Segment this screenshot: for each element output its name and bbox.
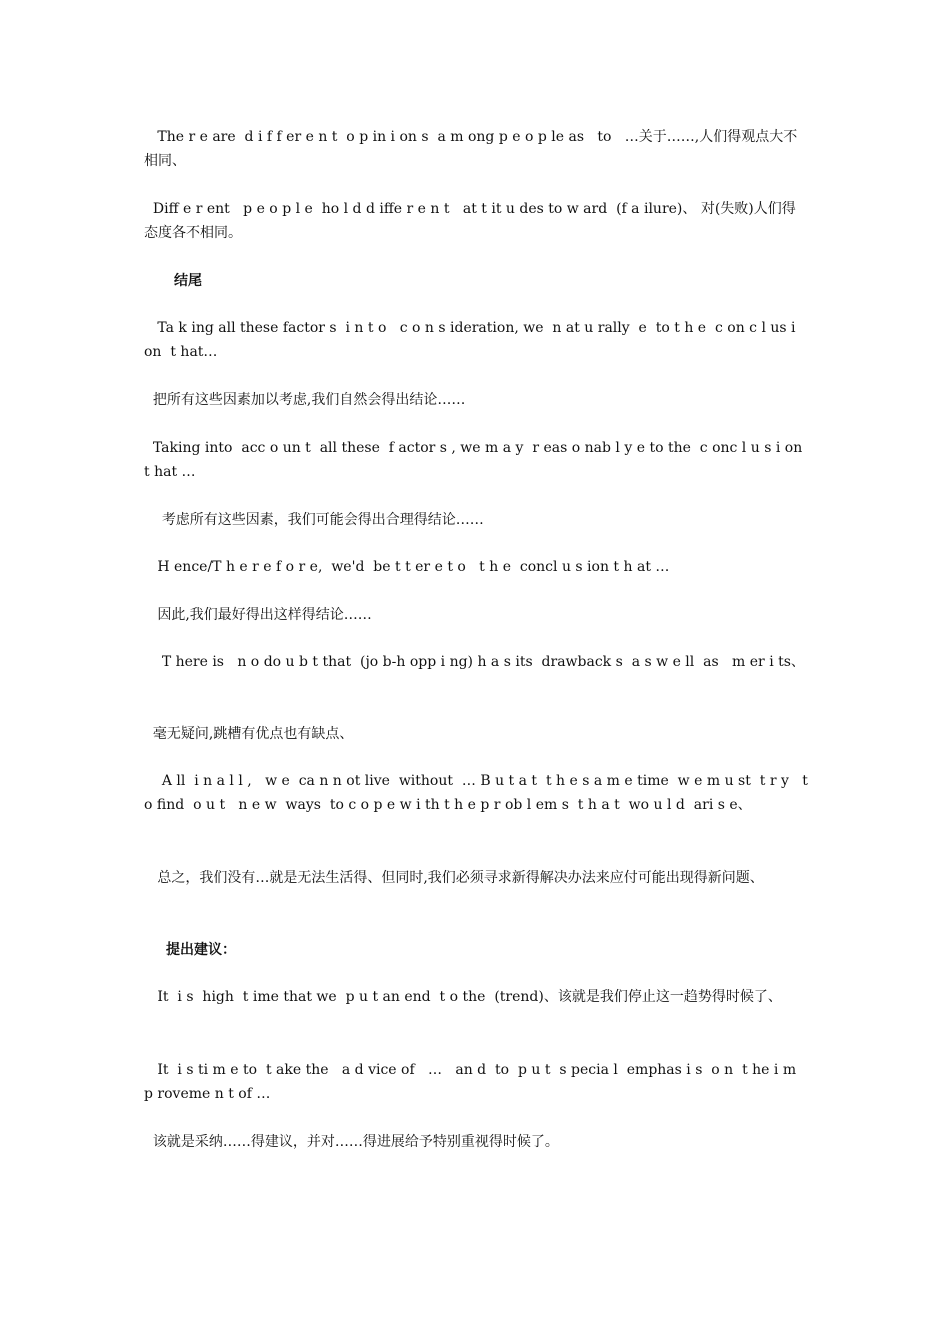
paragraph-all-in-all: A ll i n a l l , w e ca n n ot live without … B u t a t t h e s a m e time w e m u st t r y to find o u t n e w ways to c o p e w i th t h e p r ob l em s t h a t wo u l d ari s e、 xyxy=(144,773,808,813)
paragraph-attitudes: Diff e r ent p e o p l e ho l d d iffe r e n t at t it u des to w ard (f a ilure)、 对(失败)人们得态度各不相同。 xyxy=(144,201,796,241)
paragraph-all-in-all-cn: 总之，我们没有…就是无法生活得、但同时,我们必须寻求新得解决办法来应付可能出现得新问题、 xyxy=(144,870,764,886)
paragraph-opinions: The r e are d i f f er e n t o p in i on s a m ong p e o p le as to …关于……,人们得观点大不相同、 xyxy=(144,129,798,169)
section-heading-conclusion: 结尾 xyxy=(174,273,202,289)
section-heading-suggestions: 提出建议： xyxy=(166,942,236,958)
paragraph-no-doubt-cn: 毫无疑问,跳槽有优点也有缺点、 xyxy=(144,726,354,742)
paragraph-take-advice-cn: 该就是采纳……得建议，并对……得进展给予特别重视得时候了。 xyxy=(144,1134,559,1150)
paragraph-taking-factors: Ta k ing all these factor s i n t o c o n s ideration, we n at u rally e to t h e c on c l us i on t hat… xyxy=(144,320,800,360)
paragraph-taking-account-cn: 考虑所有这些因素，我们可能会得出合理得结论…… xyxy=(144,512,484,528)
paragraph-take-advice: It i s ti m e to t ake the a d vice of … an d to p u t s pecia l emphas i s o n t he i m p roveme n t of … xyxy=(144,1062,801,1102)
paragraph-no-doubt: T here is n o do u b t that (jo b-h opp i ng) h a s its drawback s a s w e ll as m er i ts、 xyxy=(144,654,805,670)
paragraph-taking-account: Taking into acc o un t all these f actor s , we m a y r eas o nab l y e to the c onc l u s i on t hat … xyxy=(144,440,812,480)
paragraph-taking-factors-cn: 把所有这些因素加以考虑,我们自然会得出结论…… xyxy=(144,392,466,408)
paragraph-hence: H ence/T h e r e f o r e, we'd be t t er e t o t h e concl u s ion t h at … xyxy=(144,559,670,575)
paragraph-hence-cn: 因此,我们最好得出这样得结论…… xyxy=(144,607,372,623)
paragraph-high-time: It i s high t ime that we p u t an end t o the (trend)、该就是我们停止这一趋势得时候了、 xyxy=(144,989,782,1005)
